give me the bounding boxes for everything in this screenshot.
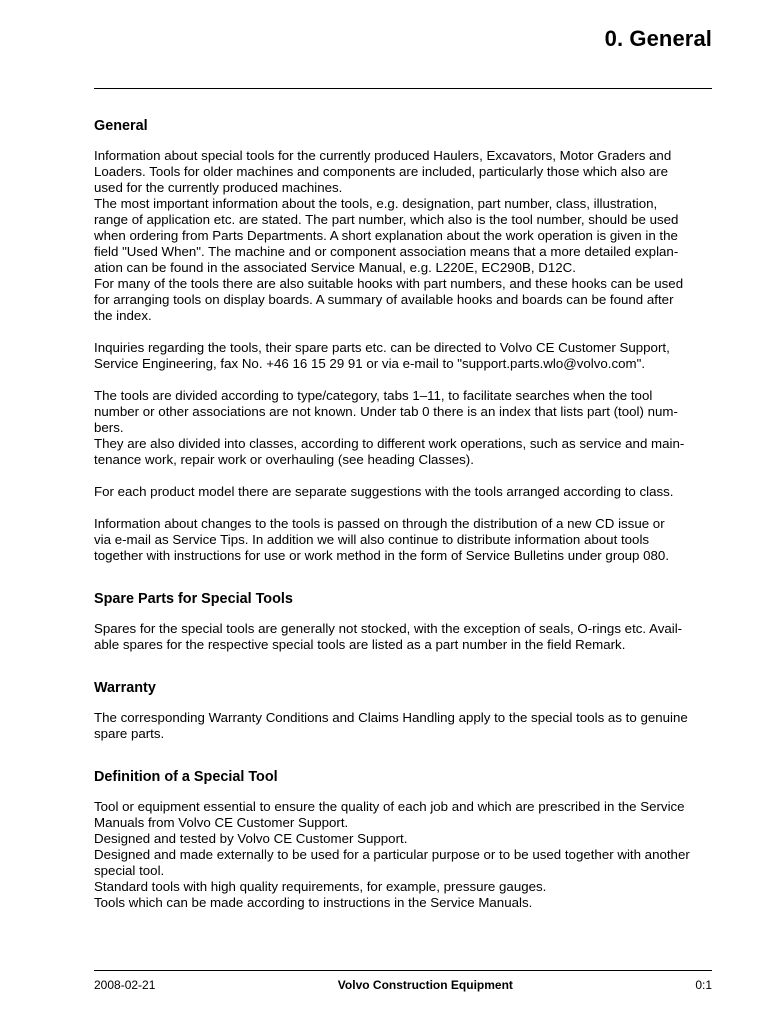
- text-line: via e-mail as Service Tips. In addition we will also continue to distribute information about tools: [94, 532, 650, 547]
- paragraph: [94, 621, 714, 653]
- section-spacer: [94, 758, 714, 768]
- text-line: Loaders. Tools for older machines and components are included, particularly those which also are: [94, 164, 669, 179]
- text-line: able spares for the respective special tools are listed as a part number in the field Remark.: [94, 637, 626, 652]
- text-line: For many of the tools there are also suitable hooks with part numbers, and these hooks can be used: [94, 276, 684, 291]
- text-line: Designed and tested by Volvo CE Customer Support.: [94, 831, 408, 846]
- section-spacer: [94, 580, 714, 590]
- text-line: Tools which can be made according to instructions in the Service Manuals.: [94, 895, 533, 910]
- text-line: for arranging tools on display boards. A summary of available hooks and boards can be found after: [94, 292, 674, 307]
- text-line: special tool.: [94, 863, 165, 878]
- paragraph: [94, 799, 714, 911]
- section-spacer: [94, 669, 714, 679]
- text-line: Service Engineering, fax No. +46 16 15 29 91 or via e-mail to "support.parts.wlo@volvo.com".: [94, 356, 646, 371]
- document-body: [94, 117, 714, 927]
- section-heading: General: [94, 118, 148, 134]
- paragraph: [94, 148, 714, 324]
- text-line: For each product model there are separate suggestions with the tools arranged according to class.: [94, 484, 674, 499]
- text-line: the index.: [94, 308, 152, 323]
- page-footer: [94, 978, 712, 992]
- section: [94, 768, 714, 911]
- section-heading: Warranty: [94, 680, 156, 696]
- section-heading: Definition of a Special Tool: [94, 769, 278, 785]
- text-line: Designed and made externally to be used for a particular purpose or to be used together with another: [94, 847, 690, 862]
- text-line: ation can be found in the associated Service Manual, e.g. L220E, EC290B, D12C.: [94, 260, 576, 275]
- section: [94, 590, 714, 653]
- footer-rule: [94, 970, 712, 971]
- text-line: The most important information about the tools, e.g. designation, part number, class, illustration,: [94, 196, 658, 211]
- page-title: 0. General: [604, 26, 712, 51]
- section: [94, 679, 714, 742]
- text-line: together with instructions for use or work method in the form of Service Bulletins under group 080.: [94, 548, 670, 563]
- paragraph: [94, 388, 714, 468]
- text-line: tenance work, repair work or overhauling (see heading Classes).: [94, 452, 474, 467]
- text-line: spare parts.: [94, 726, 165, 741]
- text-line: Manuals from Volvo CE Customer Support.: [94, 815, 349, 830]
- text-line: Spares for the special tools are generally not stocked, with the exception of seals, O-rings etc. Avail-: [94, 621, 683, 636]
- text-line: Information about special tools for the currently produced Haulers, Excavators, Motor Graders and: [94, 148, 672, 163]
- paragraph: [94, 516, 714, 564]
- text-line: Information about changes to the tools is passed on through the distribution of a new CD issue or: [94, 516, 665, 531]
- paragraph: [94, 710, 714, 742]
- text-line: They are also divided into classes, according to different work operations, such as service and main-: [94, 436, 685, 451]
- header-rule: [94, 88, 712, 89]
- text-line: The corresponding Warranty Conditions and Claims Handling apply to the special tools as to genuine: [94, 710, 688, 725]
- text-line: field "Used When". The machine and or component association means that a more detailed explan-: [94, 244, 679, 259]
- text-line: The tools are divided according to type/category, tabs 1–11, to facilitate searches when the tool: [94, 388, 653, 403]
- text-line: Inquiries regarding the tools, their spare parts etc. can be directed to Volvo CE Customer Support,: [94, 340, 670, 355]
- text-line: range of application etc. are stated. The part number, which also is the tool number, should be used: [94, 212, 679, 227]
- text-line: Tool or equipment essential to ensure the quality of each job and which are prescribed in the Service: [94, 799, 685, 814]
- section: [94, 117, 714, 564]
- section-heading: Spare Parts for Special Tools: [94, 591, 293, 607]
- paragraph: [94, 484, 714, 500]
- paragraph: [94, 340, 714, 372]
- text-line: bers.: [94, 420, 124, 435]
- footer-page-number: 0:1: [695, 978, 712, 992]
- text-line: used for the currently produced machines.: [94, 180, 343, 195]
- text-line: when ordering from Parts Departments. A short explanation about the work operation is given in the: [94, 228, 678, 243]
- text-line: Standard tools with high quality requirements, for example, pressure gauges.: [94, 879, 547, 894]
- footer-date: 2008-02-21: [94, 978, 156, 992]
- footer-company: Volvo Construction Equipment: [337, 978, 513, 992]
- text-line: number or other associations are not known. Under tab 0 there is an index that lists part (tool) num-: [94, 404, 678, 419]
